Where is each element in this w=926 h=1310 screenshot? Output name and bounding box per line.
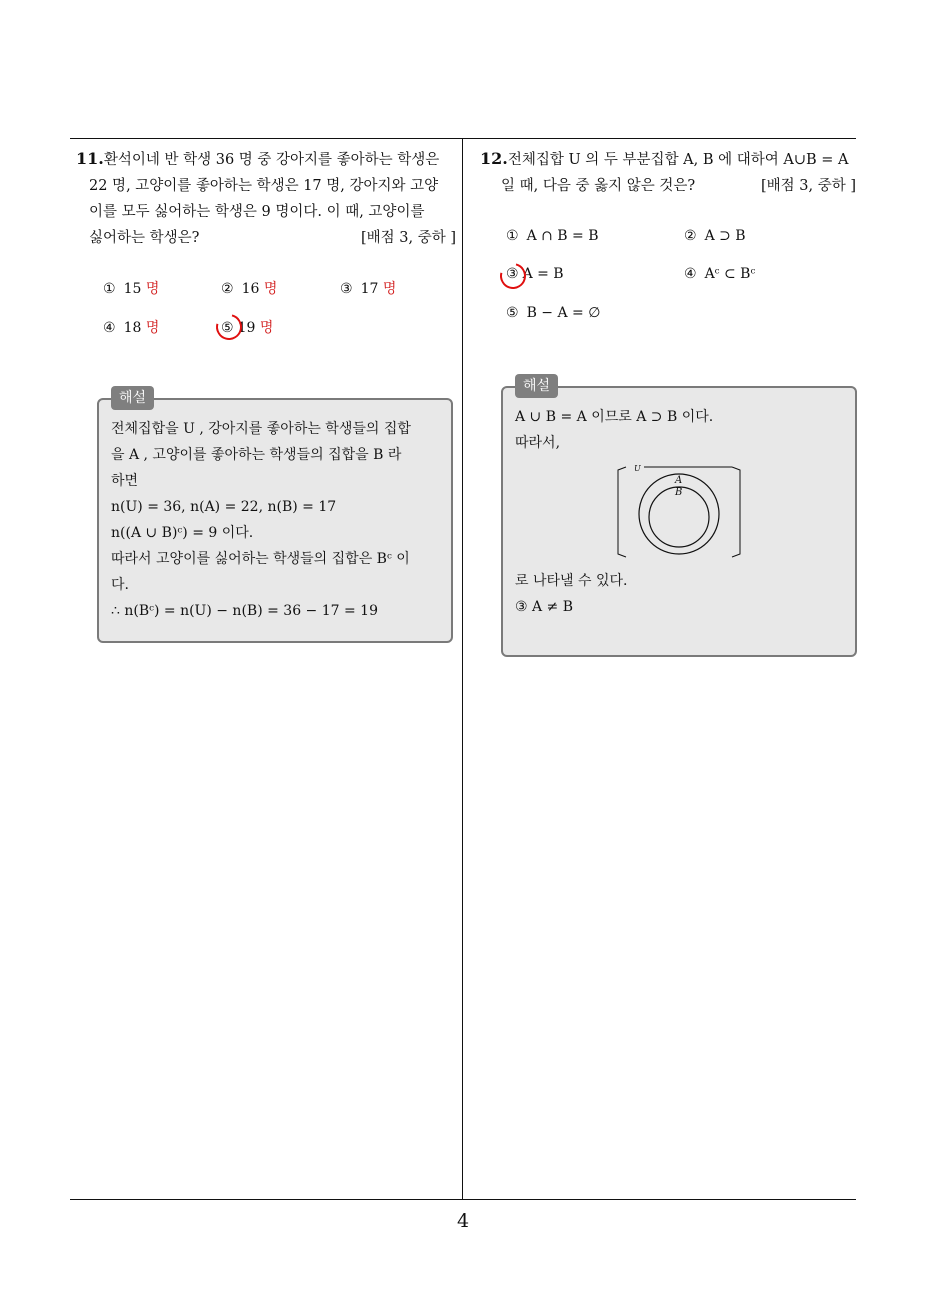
question-12-line-2: 일 때, 다음 중 옳지 않은 것은? [배점 3, 중하 ] (480, 173, 856, 199)
q11-choice-5[interactable]: ⑤ 19 명 (221, 320, 274, 336)
solution-line: ③ A ≠ B (515, 599, 574, 615)
q12-choice-1[interactable]: ① A ∩ B = B (506, 228, 599, 244)
question-11-meta: [배점 3, 중하 ] (360, 230, 456, 246)
set-b-label: B (675, 487, 683, 498)
solution-line: A ∪ B = A 이므로 A ⊃ B 이다. (515, 409, 714, 425)
q11-choice-3[interactable]: ③ 17 명 (340, 281, 397, 297)
question-12-meta: [배점 3, 중하 ] (760, 178, 856, 194)
question-11-line-4: 싫어하는 학생은? [배점 3, 중하 ] (76, 225, 456, 251)
answer-circle-mark (495, 258, 531, 294)
solution-line: 따라서 고양이를 싫어하는 학생들의 집합은 Bᶜ 이 (111, 551, 410, 567)
solution-line: 따라서, (515, 435, 561, 451)
universe-bracket-right (732, 467, 740, 557)
set-a-circle (639, 474, 719, 554)
solution-line: n((A ∪ B)ᶜ) = 9 이다. (111, 525, 254, 541)
universe-label: U (634, 464, 641, 473)
q11-choice-2[interactable]: ② 16 명 (221, 281, 278, 297)
solution-line: 전체집합을 U , 강아지를 좋아하는 학생들의 집합 (111, 421, 411, 437)
solution-tag: 해설 (515, 374, 558, 398)
answer-circle-mark (211, 309, 247, 345)
question-11 (76, 146, 456, 251)
bottom-rule (70, 1199, 856, 1200)
venn-diagram (614, 462, 744, 562)
question-12-number: 12. (480, 149, 508, 168)
universe-bracket-left (618, 467, 626, 557)
question-12-line-1: 12.전체집합 U 의 두 부분집합 A, B 에 대하여 A∪B = A (480, 149, 849, 168)
top-rule (70, 138, 856, 139)
q11-choice-1[interactable]: ① 15 명 (103, 281, 160, 297)
q12-choice-2[interactable]: ② A ⊃ B (684, 228, 746, 244)
column-divider (462, 138, 463, 1200)
solution-line: ∴ n(Bᶜ) = n(U) − n(B) = 36 − 17 = 19 (111, 603, 378, 619)
solution-line: 로 나타낼 수 있다. (515, 573, 628, 589)
solution-line: 을 A , 고양이를 좋아하는 학생들의 집합을 B 라 (111, 447, 402, 463)
solution-tag: 해설 (111, 386, 154, 410)
q12-solution-box (501, 378, 857, 657)
question-11-line-1: 11.환석이네 반 학생 36 명 중 강아지를 좋아하는 학생은 (76, 149, 440, 168)
question-11-number: 11. (76, 149, 104, 168)
q12-choice-4[interactable]: ④ Aᶜ ⊂ Bᶜ (684, 266, 756, 282)
solution-line: 하면 (111, 473, 139, 489)
solution-line: n(U) = 36, n(A) = 22, n(B) = 17 (111, 499, 337, 515)
solution-line: 다. (111, 577, 129, 593)
q12-choice-5[interactable]: ⑤ B − A = ∅ (506, 305, 601, 321)
question-12 (480, 146, 856, 199)
page-number: 4 (456, 1210, 470, 1232)
question-11-line-3: 이를 모두 싫어하는 학생은 9 명이다. 이 때, 고양이를 (89, 204, 425, 220)
set-a-label: A (675, 475, 683, 486)
question-11-line-2: 22 명, 고양이를 좋아하는 학생은 17 명, 강아지와 고양 (89, 178, 439, 194)
q11-choice-4[interactable]: ④ 18 명 (103, 320, 160, 336)
q11-solution-box (97, 390, 453, 643)
q12-choice-3[interactable]: ③ A = B (506, 266, 564, 282)
